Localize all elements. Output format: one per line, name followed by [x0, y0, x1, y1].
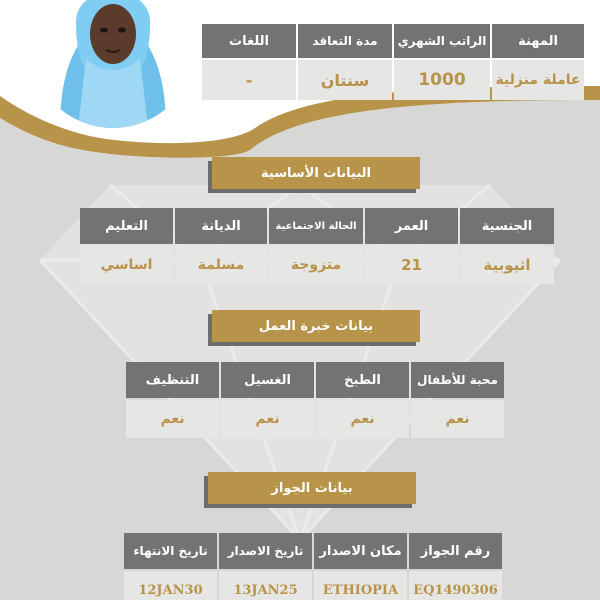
header-expiry-date: تاريخ الانتهاء: [124, 533, 217, 569]
value-religion: مسلمة: [175, 246, 267, 284]
basic-info-title: البيانات الأساسية: [212, 157, 420, 189]
header-contract-duration: مدة التعاقد: [298, 24, 392, 58]
header-loves-children: محبة للأطفال: [411, 362, 504, 398]
header-languages: اللغات: [202, 24, 296, 58]
header-marital-status: الحالة الاجتماعية: [269, 208, 363, 244]
value-marital-status: متزوجة: [269, 246, 363, 284]
top-info-table: [202, 24, 584, 100]
value-cleaning: نعم: [126, 400, 219, 438]
header-issue-place: مكان الاصدار: [314, 533, 407, 569]
experience-title: بيانات خبرة العمل: [212, 310, 420, 342]
value-issue-place: ETHIOPIA: [314, 571, 407, 600]
header-education: التعليم: [80, 208, 173, 244]
value-passport-number: EQ1490306: [409, 571, 502, 600]
header-religion: الديانة: [175, 208, 267, 244]
value-cooking: نعم: [316, 400, 409, 438]
header-profession: المهنة: [492, 24, 584, 58]
experience-table: [124, 362, 504, 438]
value-profession: عاملة منزلية: [492, 60, 584, 100]
value-washing: نعم: [221, 400, 314, 438]
basic-info-table: [78, 208, 554, 284]
value-expiry-date: 12JAN30: [124, 571, 217, 600]
header-monthly-salary: الراتب الشهري: [394, 24, 490, 58]
value-age: 21: [365, 246, 458, 284]
value-loves-children: نعم: [411, 400, 504, 438]
value-issue-date: 13JAN25: [219, 571, 312, 600]
passport-table: [122, 533, 502, 600]
header-nationality: الجنسية: [460, 208, 554, 244]
passport-title: بيانات الجواز: [208, 472, 416, 504]
header-cleaning: التنظيف: [126, 362, 219, 398]
value-education: اساسي: [80, 246, 173, 284]
value-monthly-salary: 1000: [394, 60, 490, 100]
value-languages: -: [202, 60, 296, 100]
header-cooking: الطبخ: [316, 362, 409, 398]
header-issue-date: تاريخ الاصدار: [219, 533, 312, 569]
header-washing: الغسيل: [221, 362, 314, 398]
value-nationality: اثيوبية: [460, 246, 554, 284]
header-passport-number: رقم الجواز: [409, 533, 502, 569]
value-contract-duration: سنتان: [298, 60, 392, 100]
header-age: العمر: [365, 208, 458, 244]
